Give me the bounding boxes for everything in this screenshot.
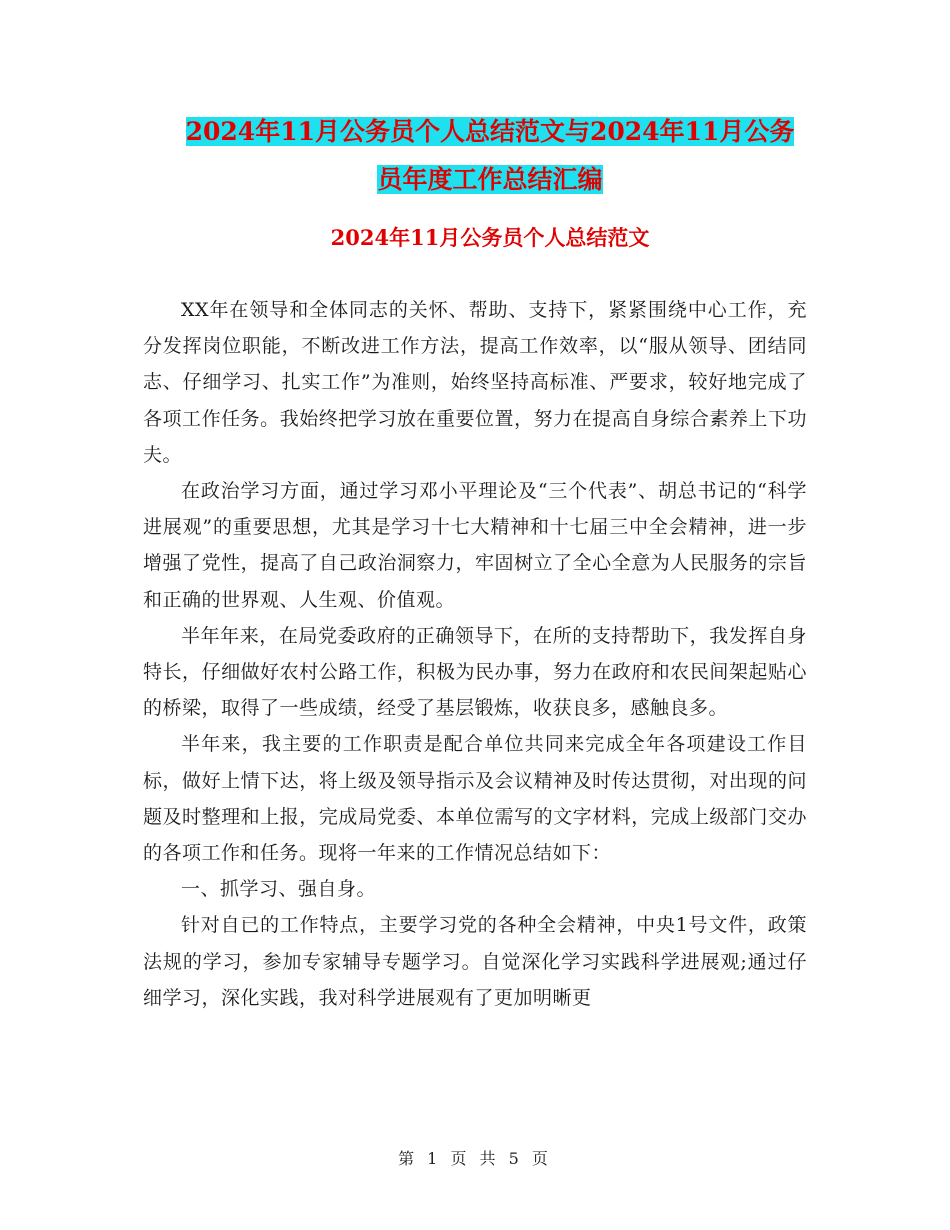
- paragraph-5-heading: 一、抓学习、强自身。: [181, 878, 377, 901]
- paragraph-1: XX年在领导和全体同志的关怀、帮助、支持下，紧紧围绕中心工作，充分发挥岗位职能，不断改进工作方法，提高工作效率，以“服从领导、团结同志、仔细学习、扎实工作”为准则，始终坚持高标准、严要求，较好地完成了各项工作任务。我始终把学习放在重要位置，努力在提高自身综合素养上下功夫。: [143, 299, 807, 466]
- paragraph-4: 半年来，我主要的工作职责是配合单位共同来完成全年各项建设工作目标，做好上情下达，将上级及领导指示及会议精神及时传达贯彻，对出现的问题及时整理和上报，完成局党委、本单位需写的文字材料，完成上级部门交办的各项工作和任务。现将一年来的工作情况总结如下：: [143, 733, 807, 865]
- page-number-footer: 第 1 页 共 5 页: [398, 1149, 552, 1168]
- title-line-1: 2024年11月公务员个人总结范文与2024年11月公务: [185, 117, 795, 146]
- paragraph-6: 针对自已的工作特点，主要学习党的各种全会精神，中央1号文件，政策法规的学习，参加专家辅导专题学习。自觉深化学习实践科学进展观;通过仔细学习，深化实践，我对科学进展观有了更加明晰更: [143, 914, 807, 1009]
- document-title: [150, 108, 830, 204]
- title-line-2: 员年度工作总结汇编: [377, 165, 603, 194]
- document-body: [143, 292, 807, 1016]
- paragraph-3: 半年年来，在局党委政府的正确领导下，在所的支持帮助下，我发挥自身特长，仔细做好农村公路工作，积极为民办事，努力在政府和农民间架起贴心的桥梁，取得了一些成绩，经受了基层锻炼，收获良多，感触良多。: [143, 624, 807, 720]
- paragraph-2: 在政治学习方面，通过学习邓小平理论及“三个代表”、胡总书记的“科学进展观”的重要思想，尤其是学习十七大精神和十七届三中全会精神，进一步增强了党性，提高了自己政治洞察力，牢固树立了全心全意为人民服务的宗旨和正确的世界观、人生观、价值观。: [143, 480, 807, 611]
- section-title: 2024年11月公务员个人总结范文: [330, 225, 650, 250]
